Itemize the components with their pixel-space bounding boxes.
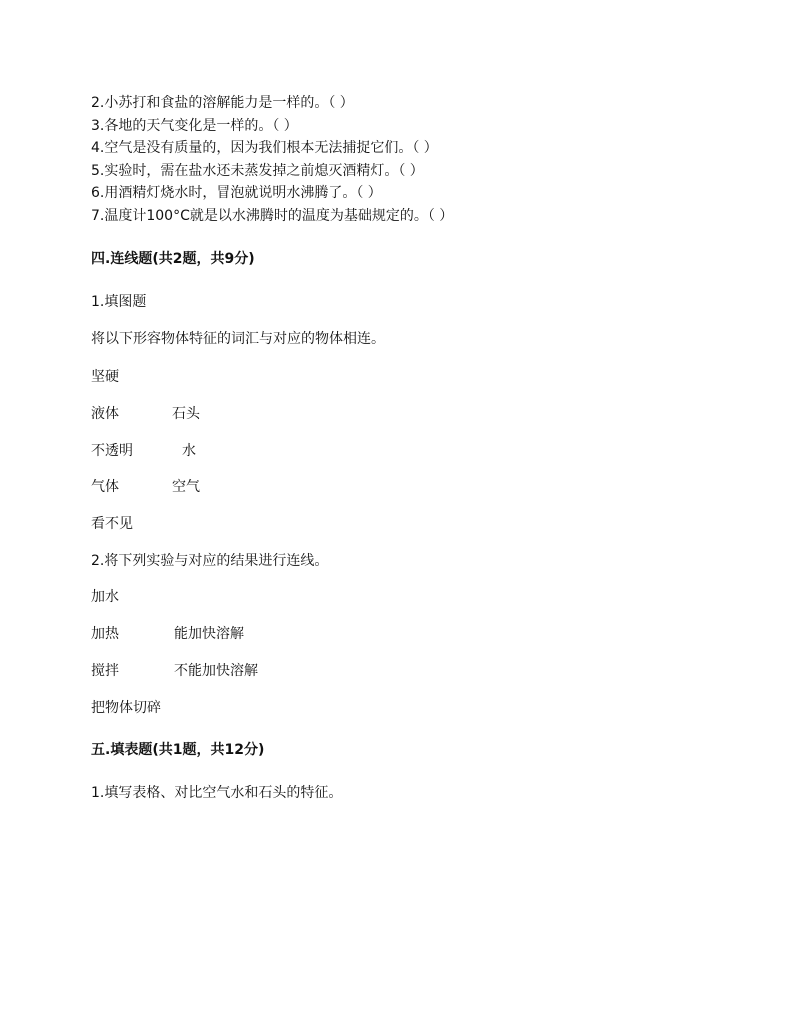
s4-q2-right-1: 能加快溶解 (174, 626, 244, 642)
s4-q2-row-2 (91, 623, 244, 643)
s4-q1-row-4 (91, 476, 200, 496)
s4-q1-left-4: 气体 (91, 479, 119, 495)
s4-q1-row-2 (91, 403, 200, 423)
s4-q1-title: 1.填图题 (91, 294, 147, 310)
s4-q2-title: 2.将下列实验与对应的结果进行连线。 (91, 553, 329, 569)
s4-q1-left-2: 液体 (91, 406, 119, 422)
tf-question-2: 2.小苏打和食盐的溶解能力是一样的。（ ） (91, 95, 354, 111)
s4-q2-right-2: 不能加快溶解 (174, 663, 258, 679)
tf-question-4: 4.空气是没有质量的，因为我们根本无法捕捉它们。（ ） (91, 140, 438, 156)
s4-q2-left-4: 把物体切碎 (91, 700, 161, 716)
s4-q2-row-3 (91, 660, 258, 680)
s4-q2-left-1: 加水 (91, 589, 119, 605)
s4-q2-left-3: 搅拌 (91, 663, 119, 679)
true-false-questions (91, 92, 741, 227)
s4-q1-right-2: 水 (182, 443, 196, 459)
s4-q1-left-1: 坚硬 (91, 369, 119, 385)
s4-q1-right-3: 空气 (172, 479, 200, 495)
s4-q1-left-3: 不透明 (91, 443, 133, 459)
section-4-heading: 四.连线题(共2题，共9分) (91, 251, 255, 267)
s4-q2-left-2: 加热 (91, 626, 119, 642)
s5-q1-text: 1.填写表格、对比空气水和石头的特征。 (91, 785, 343, 801)
tf-question-3: 3.各地的天气变化是一样的。（ ） (91, 117, 298, 134)
s4-q1-row-3 (91, 440, 196, 460)
s4-q1-right-1: 石头 (172, 406, 200, 422)
section-5-heading: 五.填表题(共1题，共12分) (91, 742, 265, 758)
tf-question-6: 6.用酒精灯烧水时，冒泡就说明水沸腾了。（ ） (91, 185, 382, 201)
tf-question-7: 7.温度计100°C就是以水沸腾时的温度为基础规定的。（ ） (91, 207, 454, 224)
s4-q1-instruction: 将以下形容物体特征的词汇与对应的物体相连。 (91, 331, 385, 347)
tf-question-5: 5.实验时，需在盐水还未蒸发掉之前熄灭酒精灯。（ ） (91, 162, 424, 179)
s4-q1-left-5: 看不见 (91, 516, 133, 532)
